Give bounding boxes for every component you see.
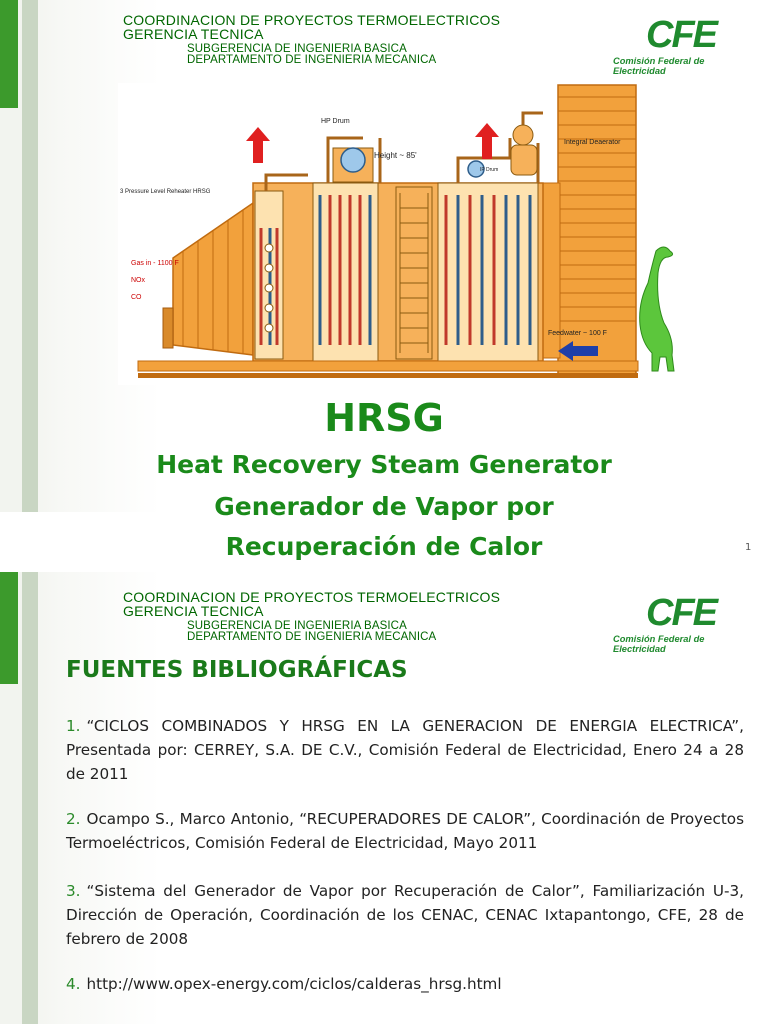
label-ip-drum: IP Drum xyxy=(480,167,499,173)
header-line-2: GERENCIA TECNICA xyxy=(123,603,264,619)
hp-drum xyxy=(333,148,373,182)
label-nox: NOx xyxy=(131,277,145,284)
header-line-1: COORDINACION DE PROYECTOS TERMOELECTRICOS xyxy=(123,12,501,28)
reference-text: Ocampo S., Marco Antonio, “RECUPERADORES DE CALOR”, Coordinación de Proyectos Termoeléctricos, Comisión Federal de Electricidad, Mayo 2011 xyxy=(66,810,744,852)
deaerator xyxy=(511,125,537,175)
page-number: 1 xyxy=(745,542,752,553)
label-hp-drum: HP Drum xyxy=(321,118,350,125)
reference-item xyxy=(66,879,744,951)
reference-item xyxy=(66,807,744,855)
header-block xyxy=(123,590,500,643)
green-accent-tab xyxy=(0,572,18,684)
cfe-logo-text: CFE xyxy=(646,592,716,634)
dinosaur-figure xyxy=(636,243,686,375)
cfe-logo xyxy=(608,14,746,76)
header-line-4: DEPARTAMENTO DE INGENIERIA MECANICA xyxy=(187,631,437,643)
header-line-3: SUBGERENCIA DE INGENIERIA BASICA xyxy=(187,620,407,632)
reference-number: 1. xyxy=(66,717,81,735)
cfe-logo-subtitle: Comisión Federal de Electricidad xyxy=(613,634,705,654)
header-block xyxy=(123,13,500,66)
reference-number: 2. xyxy=(66,810,81,828)
slide-subtitle-3: Recuperación de Calor xyxy=(225,532,543,561)
header-line-2: GERENCIA TECNICA xyxy=(123,26,264,42)
label-integral-deaerator: Integral Deaerator xyxy=(564,139,621,146)
header-line-1: COORDINACION DE PROYECTOS TERMOELECTRICOS xyxy=(123,589,501,605)
label-gas-in: Gas in - 1100 F xyxy=(131,260,179,267)
reference-item xyxy=(66,714,744,786)
label-three-pressure: 3 Pressure Level Reheater HRSG xyxy=(120,189,211,195)
hrsg-diagram xyxy=(118,83,642,385)
reference-item[interactable] xyxy=(66,972,744,996)
reference-text: “CICLOS COMBINADOS Y HRSG EN LA GENERACION DE ENERGIA ELECTRICA”, Presentada por: CERREY, S.A. DE C.V., Comisión Federal de Electricidad, Enero 24 a 28 de 2011 xyxy=(66,717,744,783)
slide-subtitle-2: Generador de Vapor por xyxy=(214,492,554,521)
label-height: Height ~ 85' xyxy=(374,151,417,160)
header-line-4: DEPARTAMENTO DE INGENIERIA MECANICA xyxy=(187,54,437,66)
reference-number: 3. xyxy=(66,882,81,900)
cfe-logo xyxy=(608,592,746,654)
green-accent-tab xyxy=(0,0,18,108)
cfe-logo-text: CFE xyxy=(646,14,716,56)
reference-link[interactable]: http://www.opex-energy.com/ciclos/calderas_hrsg.html xyxy=(86,975,502,993)
label-co: CO xyxy=(131,294,142,301)
slide-title: HRSG xyxy=(324,396,444,440)
slide-subtitle-1: Heat Recovery Steam Generator xyxy=(156,450,612,479)
reference-text: “Sistema del Generador de Vapor por Recuperación de Calor”, Familiarización U-3, Dirección de Operación, Coordinación de los CENAC, CENAC Ixtapantongo, CFE, 28 de febrero de 2008 xyxy=(66,882,744,948)
label-feedwater: Feedwater ~ 100 F xyxy=(548,330,607,337)
slide-2 xyxy=(0,572,768,1024)
cfe-logo-subtitle: Comisión Federal de Electricidad xyxy=(613,56,705,76)
header-line-3: SUBGERENCIA DE INGENIERIA BASICA xyxy=(187,43,407,55)
reference-number: 4. xyxy=(66,975,81,993)
section-title: FUENTES BIBLIOGRÁFICAS xyxy=(66,657,408,683)
